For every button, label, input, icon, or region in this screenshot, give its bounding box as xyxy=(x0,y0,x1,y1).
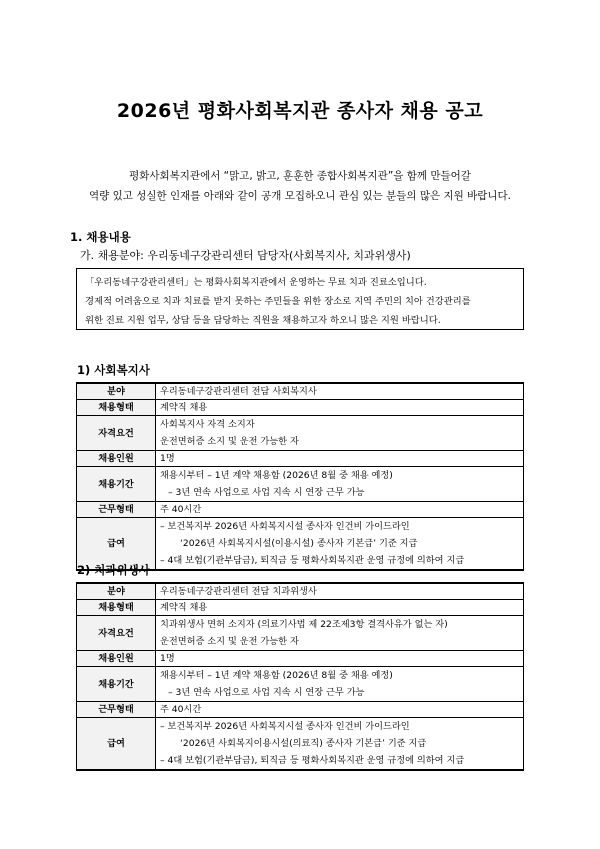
row-value xyxy=(156,416,524,451)
notice-line-1: 「우리동네구강관리센터」는 평화사회복지관에서 운영하는 무료 치과 진료소입니다. xyxy=(85,277,427,288)
recruitment-field-line: 가. 채용분야: 우리동네구강관리센터 담당자(사회복지사, 치과위생사) xyxy=(80,249,411,262)
table-row xyxy=(77,502,524,518)
value-line: – 4대 보험(기관부담금), 퇴직금 등 평화사회복지관 운영 규정에 의하여 지급 xyxy=(160,755,465,766)
value-line: 운전면허증 소지 및 운전 가능한 자 xyxy=(160,636,299,647)
row-label: 채용기간 xyxy=(77,667,156,702)
row-label: 자격요건 xyxy=(77,616,156,651)
row-value: 주 40시간 xyxy=(156,702,524,718)
notice-line-3: 위한 진료 지원 업무, 상담 등을 담당하는 직원을 채용하고자 하오니 많은 지원 바랍니다. xyxy=(85,315,441,326)
table-row xyxy=(77,718,524,771)
table-row xyxy=(77,583,524,600)
value-line: 채용시부터 – 1년 계약 채용함 (2026년 8월 중 채용 예정) xyxy=(160,670,393,681)
row-value xyxy=(156,616,524,651)
row-value: 1명 xyxy=(156,451,524,467)
table-row xyxy=(77,467,524,502)
intro-line-2: 역량 있고 성실한 인재를 아래와 같이 공개 모집하오니 관심 있는 분들의 많은 지원 바랍니다. xyxy=(88,190,512,202)
row-label: 채용인원 xyxy=(77,451,156,467)
table-row xyxy=(77,383,524,400)
value-line: ‘2026년 사회복지이용시설(의료직) 종사자 기본급’ 기준 지급 xyxy=(180,738,427,749)
value-line: – 3년 연속 사업으로 사업 지속 시 연장 근무 가능 xyxy=(168,687,365,698)
row-label: 채용형태 xyxy=(77,600,156,616)
social-worker-table xyxy=(76,382,524,571)
value-line: 사회복지사 자격 소지자 xyxy=(160,419,255,430)
row-value: 우리동네구강관리센터 전담 사회복지사 xyxy=(156,383,524,400)
row-value xyxy=(156,467,524,502)
row-label: 자격요건 xyxy=(77,416,156,451)
value-line: 치과위생사 면허 소지자 (의료기사법 제 22조제3항 결격사유가 없는 자) xyxy=(160,619,448,630)
intro-line-1: 평화사회복지관에서 “맑고, 밝고, 훈훈한 종합사회복지관”을 함께 만들어갈 xyxy=(129,170,471,182)
row-value: 계약직 채용 xyxy=(156,600,524,616)
value-line: 채용시부터 – 1년 계약 채용함 (2026년 8월 중 채용 예정) xyxy=(160,470,393,481)
row-label: 채용형태 xyxy=(77,400,156,416)
table2-heading: 2) 치과위생사 xyxy=(77,563,150,577)
row-value: 1명 xyxy=(156,651,524,667)
row-label: 채용인원 xyxy=(77,651,156,667)
row-label: 분야 xyxy=(77,383,156,400)
table-row xyxy=(77,451,524,467)
row-value: 주 40시간 xyxy=(156,502,524,518)
row-label: 채용기간 xyxy=(77,467,156,502)
row-value xyxy=(156,518,524,571)
row-label: 근무형태 xyxy=(77,502,156,518)
value-line: – 4대 보험(기관부담금), 퇴직금 등 평화사회복지관 운영 규정에 의하여 지급 xyxy=(160,555,465,566)
row-value xyxy=(156,667,524,702)
row-value xyxy=(156,718,524,771)
value-line: – 보건복지부 2026년 사회복지시설 종사자 인건비 가이드라인 xyxy=(160,721,410,732)
table-row xyxy=(77,702,524,718)
row-label: 분야 xyxy=(77,583,156,600)
table-row xyxy=(77,651,524,667)
value-line: – 3년 연속 사업으로 사업 지속 시 연장 근무 가능 xyxy=(168,487,365,498)
notice-box xyxy=(76,268,524,330)
value-line: ‘2026년 사회복지시설(이용시설) 종사자 기본급’ 기준 지급 xyxy=(180,538,418,549)
row-label: 급여 xyxy=(77,518,156,571)
table-row xyxy=(77,400,524,416)
table-row xyxy=(77,667,524,702)
row-label: 근무형태 xyxy=(77,702,156,718)
table-row xyxy=(77,600,524,616)
table-row xyxy=(77,416,524,451)
table1-heading: 1) 사회복지사 xyxy=(77,363,150,377)
section-heading-recruitment: 1. 채용내용 xyxy=(70,230,131,244)
value-line: 운전면허증 소지 및 운전 가능한 자 xyxy=(160,436,299,447)
row-label: 급여 xyxy=(77,718,156,771)
value-line: – 보건복지부 2026년 사회복지시설 종사자 인건비 가이드라인 xyxy=(160,521,410,532)
page-title: 2026년 평화사회복지관 종사자 채용 공고 xyxy=(116,100,484,122)
row-value: 우리동네구강관리센터 전담 치과위생사 xyxy=(156,583,524,600)
table-row xyxy=(77,616,524,651)
row-value: 계약직 채용 xyxy=(156,400,524,416)
notice-line-2: 경제적 어려움으로 치과 치료를 받지 못하는 주민들을 위한 장소로 지역 주민의 치아 건강관리를 xyxy=(85,296,471,307)
dental-hygienist-table xyxy=(76,582,524,771)
